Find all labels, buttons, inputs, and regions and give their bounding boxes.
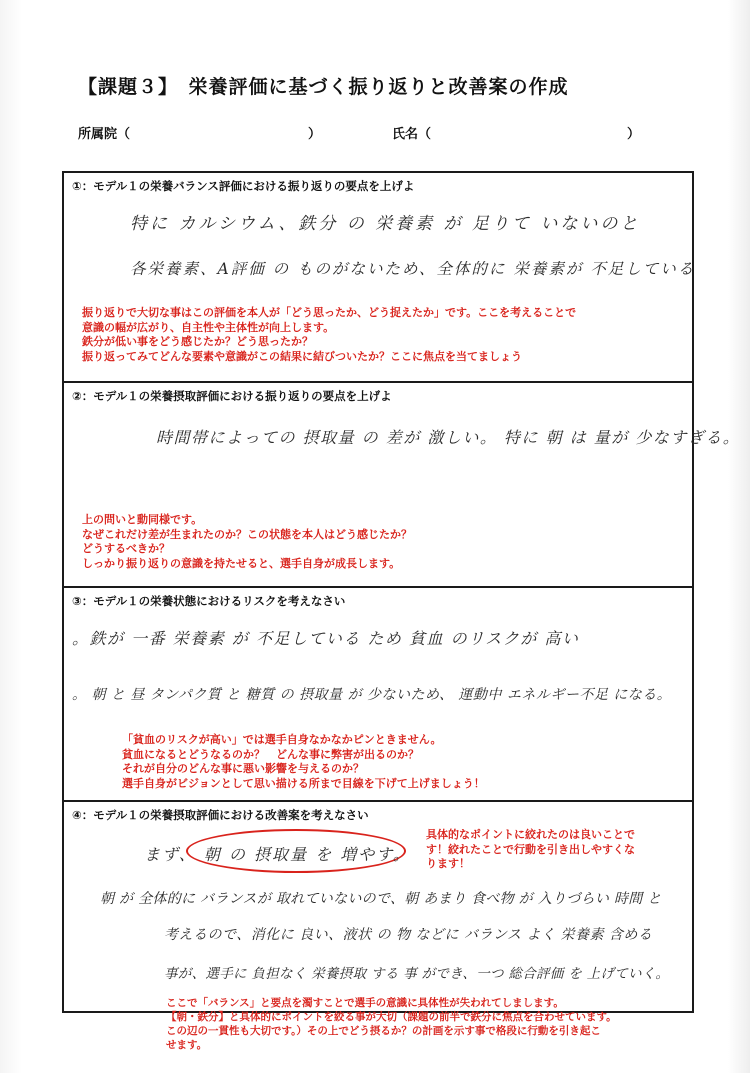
name-close: ） xyxy=(627,127,641,142)
section-1-feedback xyxy=(82,306,576,364)
section-3 xyxy=(62,586,694,801)
section-2-feedback xyxy=(82,513,412,571)
section-3-question: ③：モデル１の栄養状態におけるリスクを考えなさい xyxy=(72,594,346,608)
section-4-question: ④：モデル１の栄養摂取評価における改善案を考えなさい xyxy=(72,808,369,822)
feedback-line: 意識の幅が広がり、自主性や主体性が向上します。 xyxy=(82,320,335,334)
page-title: 【課題３】 栄養評価に基づく振り返りと改善案の作成 xyxy=(78,76,569,98)
section-4-handwriting-line-3: 考えるので、消化に 良い、液状 の 物 などに バランス よく 栄養素 含める xyxy=(164,927,653,943)
section-4-side-feedback xyxy=(426,828,635,872)
feedback-line: 貧血になるとどうなるのか？ どんな事に弊害が出るのか？ xyxy=(122,747,419,761)
section-4 xyxy=(62,800,694,1013)
section-4-handwriting-line-1: まず、 朝 の 摂取量 を 増やす。 xyxy=(144,845,411,864)
section-4-feedback xyxy=(166,996,617,1052)
affiliation-field xyxy=(78,123,321,142)
feedback-line: 振り返ってみてどんな要素や意識がこの結果に結びついたか？ここに焦点を当てましょう xyxy=(82,349,522,363)
section-2-question: ②：モデル１の栄養摂取評価における振り返りの要点を上げよ xyxy=(72,389,392,403)
feedback-line: ここで「バランス」と要点を濁すことで選手の意識に具体性が失われてしまします。 xyxy=(166,997,564,1009)
feedback-line: 選手自身がビジョンとして思い描ける所まで目線を下げて上げましょう！ xyxy=(122,776,485,790)
name-label: 氏名（ xyxy=(392,127,432,142)
section-4-handwriting-line-2: 朝 が 全体的に バランスが 取れていないので、朝 あまり 食べ物 が 入りづらい 時間 と xyxy=(100,891,662,907)
section-1-handwriting-line-1: 特に カルシウム、鉄分 の 栄養素 が 足りて いないのと xyxy=(130,214,641,234)
section-4-handwriting-line-4: 事が、選手に 負担なく 栄養摂取 する 事 ができ、一つ 総合評価 を 上げていく。 xyxy=(164,966,670,982)
feedback-line: なぜこれだけ差が生まれたのか？この状態を本人はどう感じたか？ xyxy=(82,527,412,541)
section-3-handwriting-line-1: 。鉄が 一番 栄養素 が 不足している ため 貧血 のリスクが 高い xyxy=(72,629,580,648)
feedback-line: 【朝・鉄分】と具体的にポイントを絞る事が大切（課題の前半で鉄分に焦点を合わせています。 xyxy=(166,1011,617,1023)
name-field xyxy=(392,123,640,142)
feedback-line: 振り返りで大切な事はこの評価を本人が「どう思ったか、どう捉えたか」です。ここを考えることで xyxy=(82,306,577,319)
feedback-line: 「貧血のリスクが高い」では選手自身なかなかピンときません。 xyxy=(122,733,442,746)
section-1-handwriting-line-2: 各栄養素、A評価 の ものがないため、全体的に 栄養素が 不足している xyxy=(130,260,696,278)
section-3-feedback xyxy=(122,733,485,791)
feedback-line: 鉄分が低い事をどう感じたか？どう思ったか？ xyxy=(82,335,313,348)
feedback-line: ります！ xyxy=(426,857,470,870)
feedback-line: どうするべきか？ xyxy=(82,542,170,555)
feedback-line: 具体的なポイントに絞れたのは良いことで xyxy=(426,828,635,841)
section-2 xyxy=(62,381,741,587)
section-3-handwriting-line-2: 。 朝 と 昼 タンパク質 と 糖質 の 摂取量 が 少ないため、 運動中 エネルギー不足 になる。 xyxy=(72,687,672,703)
section-1 xyxy=(62,171,694,382)
section-1-question: ①：モデル１の栄養バランス評価における振り返りの要点を上げよ xyxy=(72,179,415,193)
feedback-line: この辺の一貫性も大切です。）その上でどう摂るか？の計画を示す事で格段に行動を引き起こ xyxy=(166,1025,601,1037)
section-2-handwriting-line-1: 時間帯によっての 摂取量 の 差が 激しい。 特に 朝 は 量が 少なすぎる。 xyxy=(156,428,741,447)
feedback-line: す！絞れたことで行動を引き出しやすくな xyxy=(426,842,635,856)
feedback-line: しっかり振り返りの意識を持たせると、選手自身が成長します。 xyxy=(82,556,401,570)
affiliation-close: ） xyxy=(308,127,322,142)
feedback-line: それが自分のどんな事に悪い影響を与えるのか？ xyxy=(122,762,364,775)
feedback-line: 上の問いと動同様です。 xyxy=(82,513,203,526)
affiliation-label: 所属院（ xyxy=(78,127,131,142)
feedback-line: せます。 xyxy=(166,1039,208,1051)
